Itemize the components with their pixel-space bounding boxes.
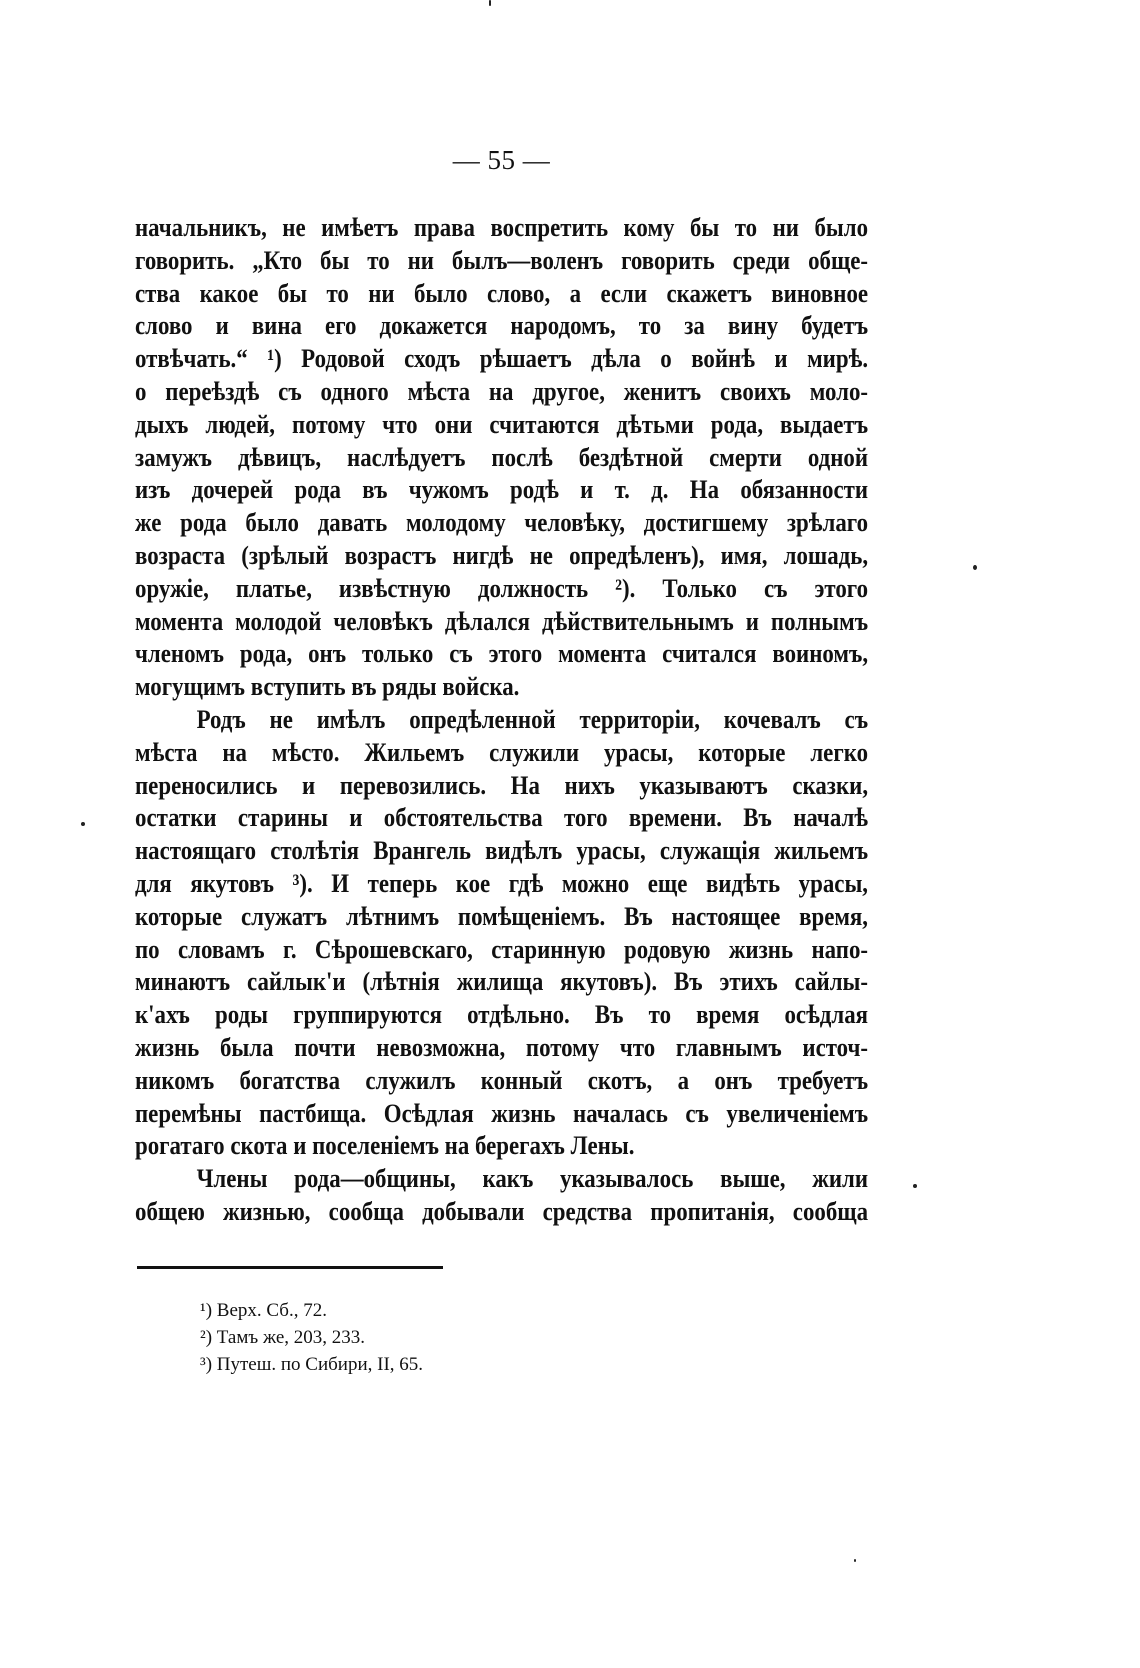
text-line: остатки старины и обстоятельства того времени. Въ началѣ: [135, 803, 869, 833]
text-line: ства какое бы то ни было слово, а если скажетъ виновное: [135, 278, 869, 308]
scan-speck: [81, 822, 85, 826]
text-line: рогатаго скота и поселеніемъ на берегахъ Лены.: [135, 1131, 635, 1161]
text-line: переносились и перевозились. На нихъ указываютъ сказки,: [135, 770, 869, 800]
text-line: жизнь была почти невозможна, потому что главнымъ источ-: [135, 1032, 869, 1062]
text-line: начальникъ, не имѣетъ права воспретить кому бы то ни было: [135, 213, 869, 242]
footnote: ³) Путеш. по Сибири, II, 65.: [200, 1354, 424, 1375]
paragraph: [135, 1163, 868, 1229]
text-line: возраста (зрѣлый возрастъ нигдѣ не опредѣленъ), имя, лошадь,: [135, 540, 869, 570]
text-line: Родъ не имѣлъ опредѣленной территоріи, кочевалъ съ: [196, 704, 869, 734]
scan-speck: [854, 1559, 856, 1562]
text-line: настоящаго столѣтія Врангель видѣлъ урасы, служащія жильемъ: [135, 836, 869, 866]
text-line: оружіе, платье, извѣстную должность ²). Только съ этого: [135, 573, 869, 603]
text-line: момента молодой человѣкъ дѣлался дѣйствительнымъ и полнымъ: [135, 606, 869, 636]
text-line: членомъ рода, онъ только съ этого момента считался воиномъ,: [135, 639, 869, 669]
paragraph-continued: [135, 212, 868, 704]
text-line: для якутовъ ³). И теперь кое гдѣ можно еще видѣть урасы,: [135, 868, 869, 898]
text-line: замужъ дѣвицъ, наслѣдуетъ послѣ бездѣтной смерти одной: [135, 442, 869, 472]
text-line: перемѣны пастбища. Осѣдлая жизнь началась съ увеличеніемъ: [135, 1098, 869, 1128]
scan-speck: [913, 1184, 917, 1188]
text-line: к'ахъ роды группируются отдѣльно. Въ то время осѣдлая: [135, 1000, 869, 1030]
text-line: могущимъ вступить въ ряды войска.: [135, 672, 520, 702]
text-line: никомъ богатства служилъ конный скотъ, а онъ требуетъ: [135, 1065, 869, 1095]
footnote-rule: [137, 1266, 443, 1269]
text-line: слово и вина его докажется народомъ, то за вину будетъ: [135, 311, 869, 341]
text-line: дыхъ людей, потому что они считаются дѣтьми рода, выдаетъ: [135, 409, 869, 439]
text-line: изъ дочерей рода въ чужомъ родѣ и т. д. На обязанности: [135, 475, 869, 505]
text-line: отвѣчать.“ ¹) Родовой сходъ рѣшаетъ дѣла о войнѣ и мирѣ.: [135, 344, 869, 374]
text-line: по словамъ г. Сѣрошевскаго, старинную родовую жизнь напо-: [135, 934, 869, 964]
body-text: [135, 212, 868, 1229]
scan-speck: [973, 565, 977, 570]
scan-speck: [489, 0, 491, 6]
text-line: же рода было давать молодому человѣку, достигшему зрѣлаго: [135, 508, 869, 538]
footnotes: [200, 1297, 700, 1378]
footnote: ¹) Верх. Сб., 72.: [200, 1300, 327, 1321]
page-number: — 55 —: [452, 145, 551, 175]
text-line: говорить. „Кто бы то ни былъ—воленъ говорить среди обще-: [135, 245, 869, 275]
paragraph: [135, 704, 868, 1163]
text-line: которые служатъ лѣтнимъ помѣщеніемъ. Въ настоящее время,: [135, 901, 869, 931]
footnote: ²) Тамъ же, 203, 233.: [200, 1327, 365, 1348]
text-line: мѣста на мѣсто. Жильемъ служили урасы, которые легко: [135, 737, 869, 767]
text-line: общею жизнью, сообща добывали средства пропитанія, сообща: [135, 1196, 869, 1226]
text-line: Члены рода—общины, какъ указывалось выше, жили: [196, 1164, 869, 1194]
text-line: минаютъ сайлык'и (лѣтнія жилища якутовъ). Въ этихъ сайлы-: [135, 967, 869, 997]
text-line: о переѣздѣ съ одного мѣста на другое, женитъ своихъ моло-: [135, 376, 869, 406]
